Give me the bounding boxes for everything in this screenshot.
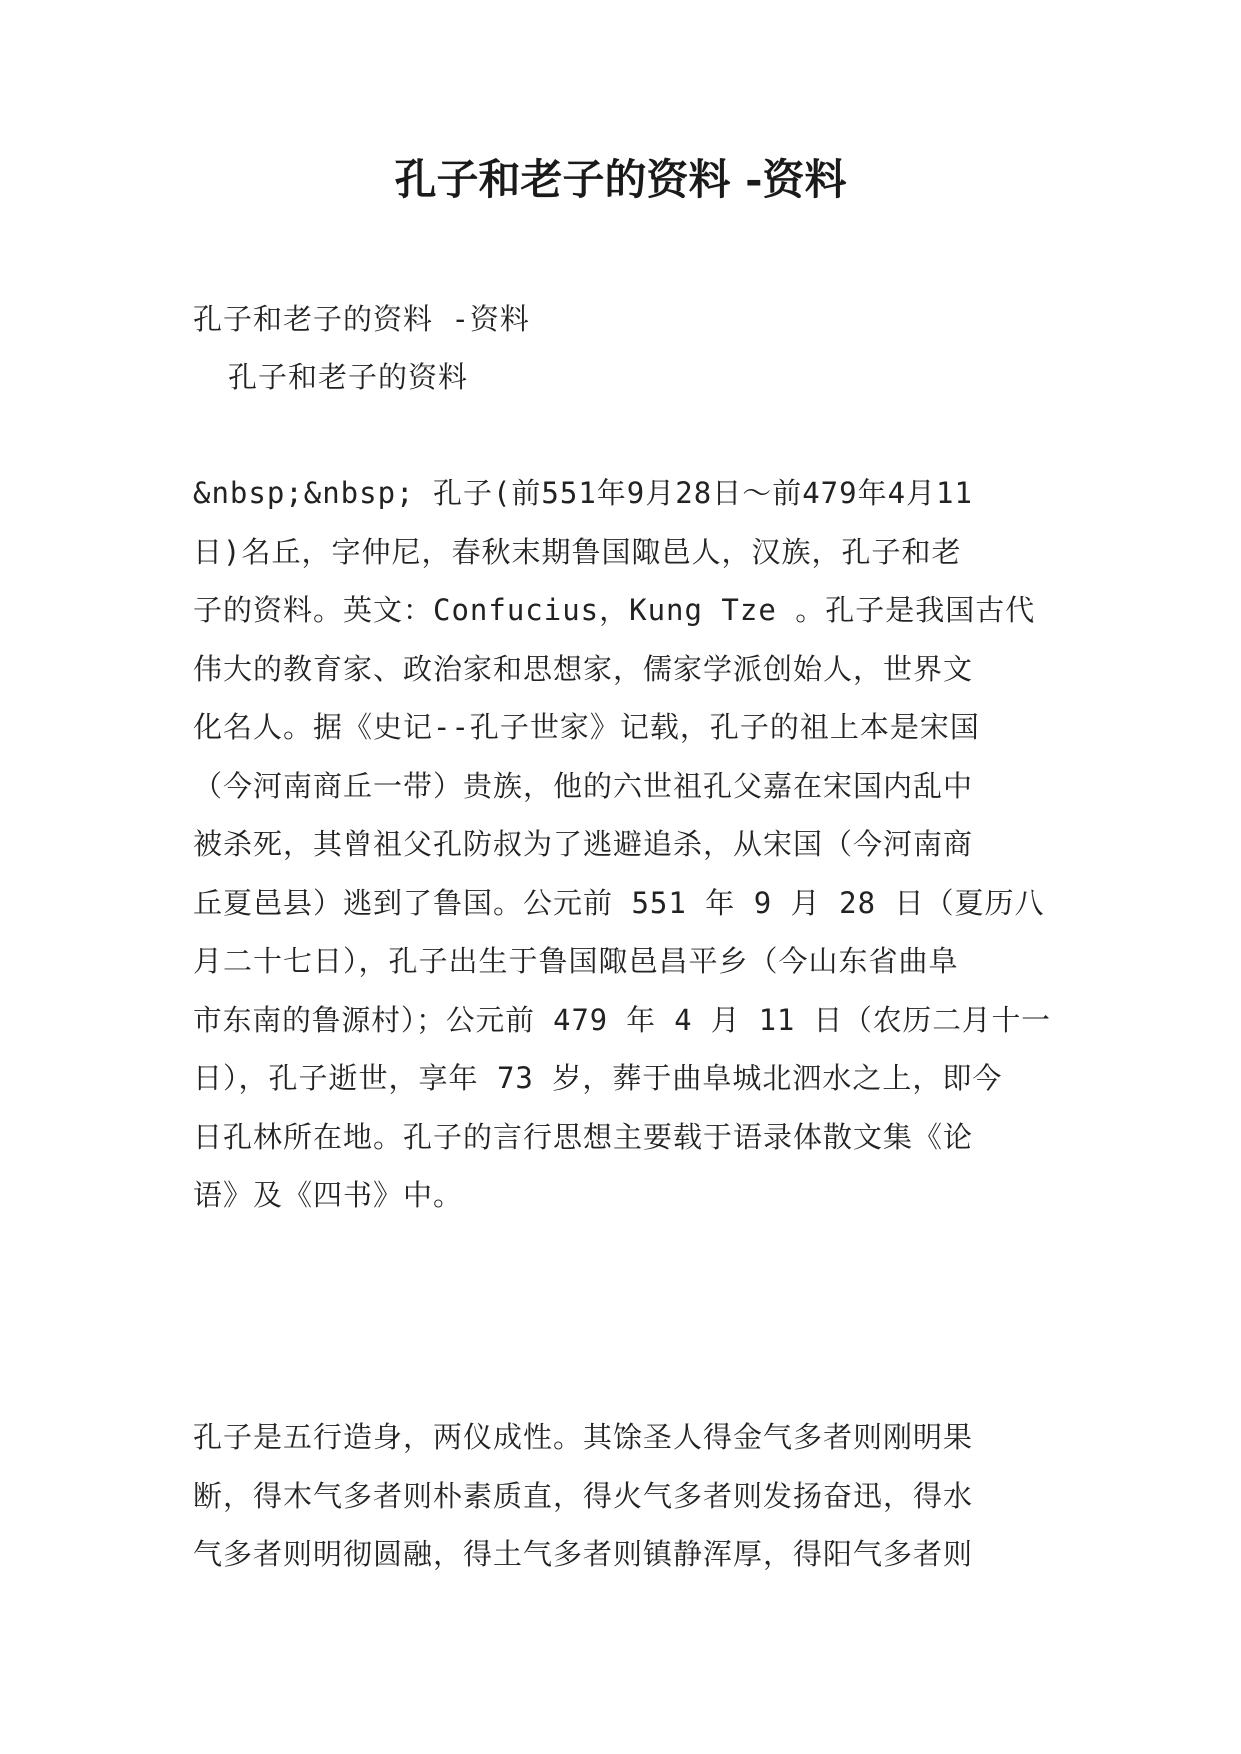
paragraph-line: 日)名丘，字仲尼，春秋末期鲁国陬邑人，汉族，孔子和老 (193, 534, 962, 569)
paragraph-line: 丘夏邑县）逃到了鲁国。公元前 551 年 9 月 28 日（夏历八 (193, 885, 1045, 920)
paragraph-line: 伟大的教育家、政治家和思想家，儒家学派创始人，世界文 (193, 651, 974, 686)
paragraph-line: 日），孔子逝世，享年 73 岁，葬于曲阜城北泗水之上，即今 (193, 1061, 1003, 1095)
paragraph-line: 日孔林所在地。孔子的言行思想主要载于语录体散文集《论 (193, 1119, 974, 1154)
subheading-block (193, 290, 1051, 406)
paragraph-line: 语》及《四书》中。 (193, 1178, 464, 1212)
paragraph-line: （今河南商丘一带）贵族，他的六世祖孔父嘉在宋国内乱中 (193, 768, 974, 803)
paragraph-line: 子的资料。英文：Confucius，Kung Tze 。孔子是我国古代 (193, 593, 1036, 627)
paragraph-line: 月二十七日），孔子出生于鲁国陬邑昌平乡（今山东省曲阜 (193, 944, 959, 978)
paragraph-line: 市东南的鲁源村）；公元前 479 年 4 月 11 日（农历二月十一 (193, 1002, 1051, 1037)
paragraph-confucius-biography (193, 464, 1051, 1225)
document-title: 孔子和老子的资料 -资料 (394, 155, 847, 204)
paragraph-five-elements (193, 1408, 1051, 1584)
paragraph-line: 气多者则明彻圆融，得土气多者则镇静浑厚，得阳气多者则 (193, 1537, 974, 1571)
subheading-line: 孔子和老子的资料 (228, 360, 469, 394)
paragraph-line: 化名人。据《史记--孔子世家》记载，孔子的祖上本是宋国 (193, 710, 980, 744)
paragraph-line: 断，得木气多者则朴素质直，得火气多者则发扬奋迅，得水 (193, 1478, 974, 1513)
subheading-line: 孔子和老子的资料 -资料 (193, 302, 530, 336)
paragraph-line: 被杀死，其曾祖父孔防叔为了逃避追杀，从宋国（今河南商 (193, 827, 974, 861)
paragraph-line: 孔子是五行造身，两仪成性。其馀圣人得金气多者则刚明果 (193, 1420, 974, 1454)
paragraph-line: &nbsp;&nbsp; 孔子(前551年9月28日～前479年4月11 (193, 476, 973, 510)
